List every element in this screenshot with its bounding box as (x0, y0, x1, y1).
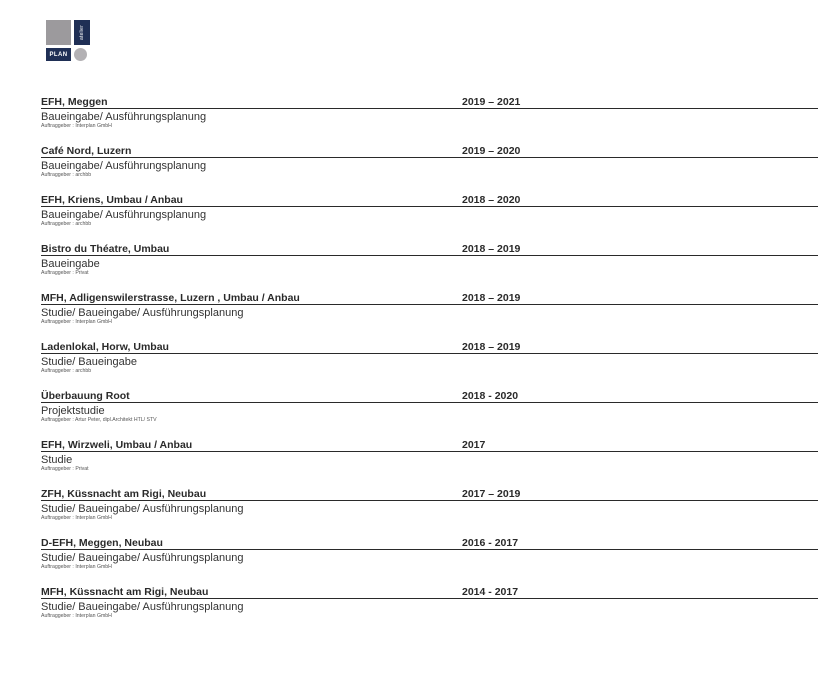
project-description: Baueingabe/ Ausführungsplanung (41, 209, 207, 221)
project-years: 2016 - 2017 (462, 537, 519, 549)
project-years: 2019 – 2021 (462, 96, 521, 108)
project-description: Baueingabe/ Ausführungsplanung (41, 111, 207, 123)
project-title: ZFH, Küssnacht am Rigi, Neubau (41, 488, 207, 500)
project-years: 2018 - 2020 (462, 390, 519, 402)
project-header-row (41, 193, 818, 207)
project-description: Baueingabe (41, 258, 100, 270)
project-title: Café Nord, Luzern (41, 145, 132, 157)
project-client: Auftraggeber : archbb (41, 368, 92, 374)
project-description: Projektstudie (41, 405, 105, 417)
project-client: Auftraggeber : Privat (41, 270, 89, 276)
project-client: Auftraggeber : archbb (41, 172, 92, 178)
project-client: Auftraggeber : Privat (41, 466, 89, 472)
project-entry (41, 340, 818, 389)
project-description: Studie/ Baueingabe/ Ausführungsplanung (41, 601, 244, 613)
project-description: Studie/ Baueingabe/ Ausführungsplanung (41, 552, 244, 564)
project-years: 2019 – 2020 (462, 145, 521, 157)
project-years: 2018 – 2019 (462, 292, 521, 304)
logo-circle (74, 48, 87, 61)
project-client: Auftraggeber : Interplan GmbH (41, 564, 112, 570)
project-entry (41, 291, 818, 340)
project-entry (41, 487, 818, 536)
project-title: Überbauung Root (41, 390, 130, 402)
project-client: Auftraggeber : Interplan GmbH (41, 123, 112, 129)
project-title: Bistro du Théatre, Umbau (41, 243, 170, 255)
project-title: EFH, Kriens, Umbau / Anbau (41, 194, 183, 206)
project-title: D-EFH, Meggen, Neubau (41, 537, 163, 549)
project-entry (41, 438, 818, 487)
project-client: Auftraggeber : archbb (41, 221, 92, 227)
project-description: Studie/ Baueingabe/ Ausführungsplanung (41, 307, 244, 319)
project-client: Auftraggeber : Interplan GmbH (41, 319, 112, 325)
project-client: Auftraggeber : Interplan GmbH (41, 515, 112, 521)
project-header-row (41, 340, 818, 354)
project-title: MFH, Küssnacht am Rigi, Neubau (41, 586, 209, 598)
project-header-row (41, 438, 818, 452)
project-header-row (41, 242, 818, 256)
project-entry (41, 95, 818, 144)
project-years: 2018 – 2020 (462, 194, 521, 206)
project-years: 2018 – 2019 (462, 243, 521, 255)
company-logo (46, 20, 92, 62)
logo-vertical-text: atelier (79, 24, 85, 41)
project-list (41, 95, 818, 634)
project-entry (41, 389, 818, 438)
project-years: 2017 – 2019 (462, 488, 521, 500)
project-header-row (41, 487, 818, 501)
logo-plan-label: PLAN (46, 48, 71, 61)
project-entry (41, 585, 818, 634)
project-entry (41, 144, 818, 193)
project-title: MFH, Adligenswilerstrasse, Luzern , Umbau / Anbau (41, 292, 300, 304)
project-header-row (41, 291, 818, 305)
project-description: Studie/ Baueingabe/ Ausführungsplanung (41, 503, 244, 515)
project-client: Auftraggeber : Artur Peter, dipl.Architekt HTL/ STV (41, 417, 157, 423)
project-header-row (41, 389, 818, 403)
project-years: 2018 – 2019 (462, 341, 521, 353)
project-years: 2017 (462, 439, 486, 451)
project-header-row (41, 144, 818, 158)
project-description: Studie (41, 454, 73, 466)
project-entry (41, 536, 818, 585)
project-header-row (41, 585, 818, 599)
project-description: Studie/ Baueingabe (41, 356, 138, 368)
project-title: Ladenlokal, Horw, Umbau (41, 341, 169, 353)
project-header-row (41, 536, 818, 550)
project-title: EFH, Meggen (41, 96, 108, 108)
project-entry (41, 242, 818, 291)
project-title: EFH, Wirzweli, Umbau / Anbau (41, 439, 193, 451)
logo-gray-square (46, 20, 71, 45)
project-header-row (41, 95, 818, 109)
project-years: 2014 - 2017 (462, 586, 519, 598)
project-client: Auftraggeber : Interplan GmbH (41, 613, 112, 619)
project-description: Baueingabe/ Ausführungsplanung (41, 160, 207, 172)
project-entry (41, 193, 818, 242)
